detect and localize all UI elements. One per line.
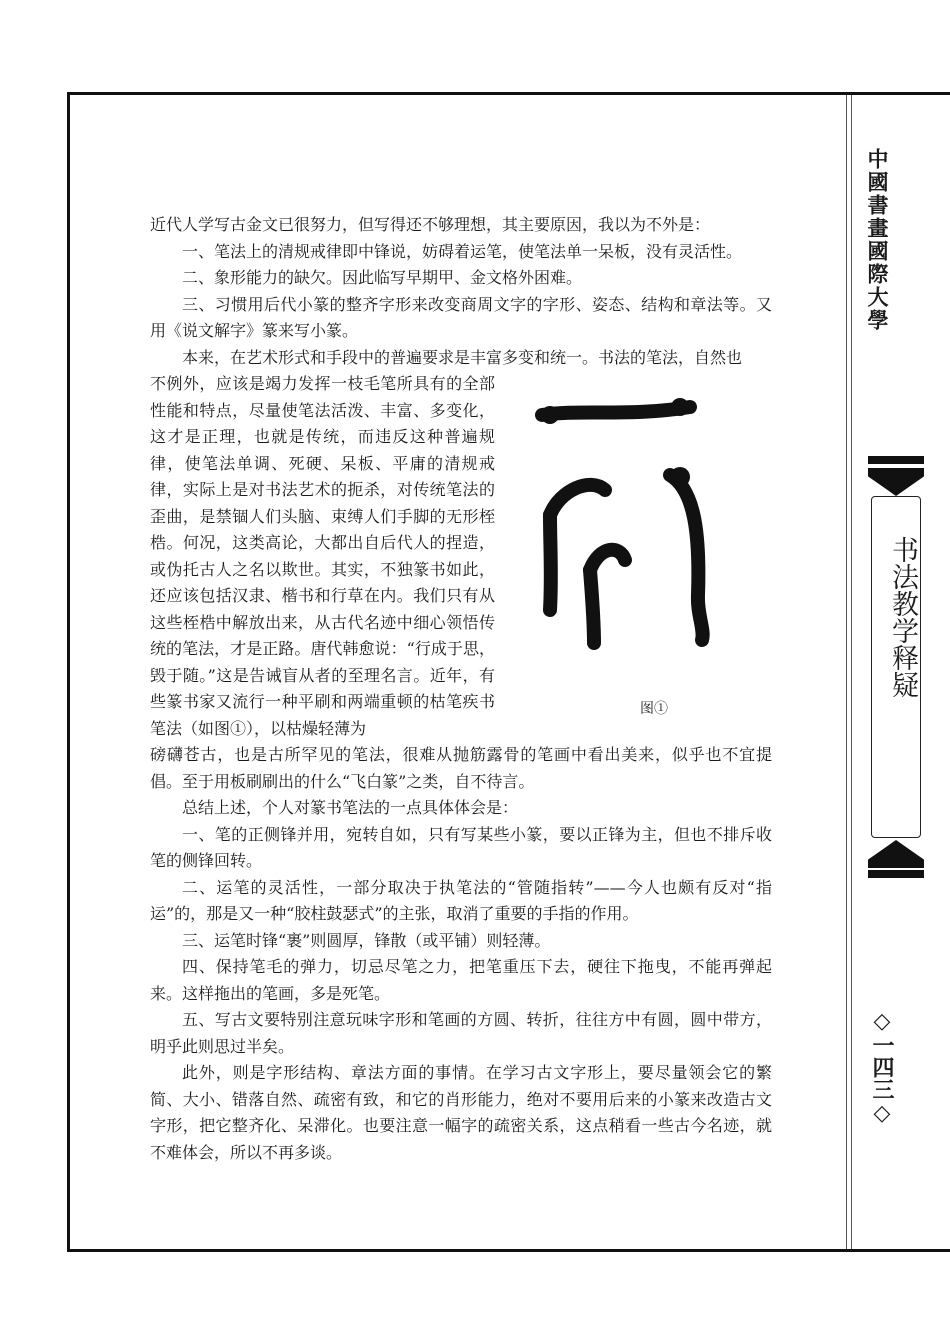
brush-stroke — [590, 570, 594, 643]
paragraph: 五、写古文要特别注意玩味字形和笔画的方圆、转折，往往方中有圆，圆中带方，明乎此则思过半矣。 — [150, 1010, 772, 1056]
paragraph: 一、笔法上的清规戒律即中锋说，妨碍着运笔，使笔法单一呆板，没有灵活性。 — [182, 241, 743, 261]
brush-blot — [671, 398, 689, 416]
paragraph: 磅礴苍古，也是古所罕见的笔法，很难从抛筋露骨的笔画中看出美来，似乎也不宜提倡。至于用板刷刷出的什么“飞白篆”之类，自不待言。 — [150, 745, 772, 791]
paragraph: 二、象形能力的缺欠。因此临写早期甲、金文格外困难。 — [182, 268, 583, 287]
paragraph: 一、笔的正侧锋并用，宛转自如，只有写某些小篆，要以正锋为主，但也不排斥收笔的侧锋回转。 — [150, 824, 772, 870]
figure-caption: 图① — [640, 701, 668, 717]
brush-stroke — [542, 407, 690, 415]
seal-script-figure — [520, 395, 730, 655]
paragraph: 三、运笔时锋“裹”则圆厚，锋散（或平铺）则轻薄。 — [182, 930, 551, 950]
body-text — [150, 212, 772, 1166]
cartouche-bottom-ornament — [868, 840, 924, 868]
paragraph-wrap: 不例外，应该是竭力发挥一枝毛笔所具有的全部性能和特点，尽量使笔法活泼、丰富、多变化，这才是正理，也就是传统，而违反这种普遍规律，使笔法单调、死硬、呆板、平庸的清规戒律，实际上是对书法艺术的扼杀，对传统笔法的歪曲，是禁锢人们头脑、束缚人们手脚的无形桎梏。何况，这类高论，大都出自后代人的捏造，或伪托古人之名以欺世。其实，不独篆书如此，还应该包括汉隶、楷书和行草在内。我们只有从这些桎梏中解放出来，从古代名迹中细心领悟传统的笔法，才是正路。唐代韩愈说：“行成于思，毁于随。”这是告诫盲从者的至理名言。近年，有些篆书家又流行一种平刷和两端重顿的枯笔疾书笔法（如图①），以枯燥轻薄为 — [150, 374, 495, 738]
page-number: ◇一四三◇ — [869, 1008, 895, 1126]
cartouche-bar — [868, 870, 924, 878]
sidebar-rule — [846, 95, 847, 1249]
brush-stroke — [550, 485, 605, 515]
cartouche-top-ornament — [868, 468, 924, 496]
page-frame-top — [67, 92, 950, 95]
paragraph: 总结上述，个人对篆书笔法的一点具体体会是： — [182, 798, 519, 817]
paragraph: 二、运笔的灵活性，一部分取决于执笔法的“管随指转”——今人也颇有反对“指运”的，那是又一种“胶柱鼓瑟式”的主张，取消了重要的手指的作用。 — [150, 877, 772, 923]
paragraph: 四、保持笔毛的弹力，切忌尽笔之力，把笔重压下去，硬往下拖曳，不能再弹起来。这样拖出的笔画，多是死笔。 — [150, 957, 772, 1003]
paragraph: 此外，则是字形结构、章法方面的事情。在学习古文字形上，要尽量领会它的繁简、大小、错落自然、疏密有致，和它的肖形能力，绝对不要用后来的小篆来改造古文字形，把它整齐化、呆滞化。也要注意一幅字的疏密关系，这点稍看一些古今名迹，就不难体会，所以不再多谈。 — [150, 1063, 772, 1162]
paragraph: 近代人学写古金文已很努力，但写得还不够理想，其主要原因，我以为不外是： — [150, 215, 711, 234]
page-frame-left — [67, 92, 70, 1252]
brush-stroke — [670, 475, 703, 640]
book-title-cartouche — [868, 456, 924, 876]
page-frame-bottom — [67, 1249, 950, 1252]
school-name: 中國書畫國際大學 — [865, 148, 889, 332]
paragraph: 本来，在艺术形式和手段中的普遍要求是丰富多变和统一。书法的笔法，自然也 — [182, 347, 743, 367]
sidebar-rule — [851, 95, 852, 1249]
paragraph: 三、习惯用后代小篆的整齐字形来改变商周文字的字形、姿态、结构和章法等。又用《说文解字》篆来写小篆。 — [150, 294, 772, 340]
brush-blot — [670, 467, 690, 487]
cartouche-bar — [868, 456, 924, 464]
book-title: 书法教学释疑 — [887, 536, 918, 698]
brush-blot — [541, 406, 559, 424]
brush-stroke — [550, 515, 551, 610]
